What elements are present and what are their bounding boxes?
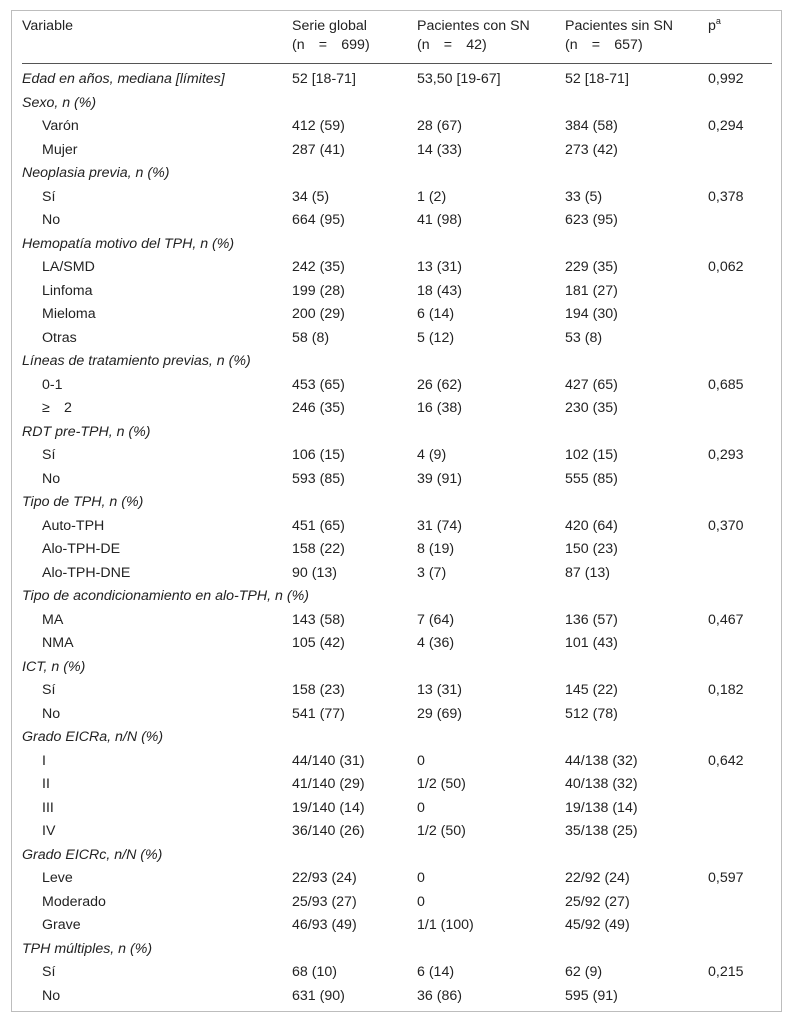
section-row: [22, 92, 772, 116]
cell-p-value: 0,182: [708, 682, 744, 698]
table-row: [22, 703, 772, 727]
cell-con-sn: 6 (14): [417, 964, 455, 980]
cell-p-value: [708, 797, 772, 821]
cell-serie-global: 664 (95): [292, 212, 345, 228]
table-row: [22, 609, 772, 633]
header-row: [22, 11, 772, 64]
table-row: [22, 468, 772, 492]
cell-variable: MA: [42, 611, 64, 628]
table-row: [22, 679, 772, 703]
cell-con-sn: [417, 491, 565, 515]
cell-serie-global: 58 (8): [292, 329, 330, 346]
data-table: [22, 11, 772, 1012]
cell-sin-sn: 145 (22): [565, 682, 618, 698]
cell-p-value: [708, 139, 772, 163]
cell-variable: Sexo, n (%): [22, 94, 97, 111]
header-sin-sn: [565, 11, 708, 64]
cell-con-sn: 0: [417, 799, 425, 816]
cell-p-value: 0,467: [708, 611, 744, 628]
section-row: [22, 726, 772, 750]
cell-variable: Otras: [42, 329, 77, 346]
cell-variable: Moderado: [42, 893, 106, 910]
cell-sin-sn: 19/138 (14): [565, 799, 638, 816]
cell-serie-global: 19/140 (14): [292, 799, 365, 816]
cell-serie-global: 593 (85): [292, 470, 345, 487]
section-row: [22, 844, 772, 868]
table-body: [22, 64, 772, 1013]
table-row: [22, 562, 772, 586]
cell-serie-global: [292, 656, 417, 680]
cell-serie-global: [292, 421, 417, 445]
cell-sin-sn: 102 (15): [565, 447, 618, 463]
cell-serie-global: 36/140 (26): [292, 823, 365, 839]
cell-p-value: [708, 703, 772, 727]
cell-sin-sn: [565, 233, 708, 257]
cell-variable: Sí: [42, 188, 56, 205]
cell-serie-global: 242 (35): [292, 259, 345, 275]
cell-variable: TPH múltiples, n (%): [22, 940, 153, 957]
cell-variable: Tipo de TPH, n (%): [22, 494, 144, 510]
cell-serie-global: 105 (42): [292, 635, 345, 651]
cell-serie-global: [292, 938, 417, 962]
cell-con-sn: 26 (62): [417, 376, 462, 393]
table-frame: [11, 10, 782, 1012]
cell-con-sn: [417, 421, 565, 445]
cell-serie-global: 34 (5): [292, 188, 330, 205]
header-variable-label: Variable: [22, 18, 73, 34]
cell-con-sn: 4 (36): [417, 635, 455, 651]
cell-p-value: 0,215: [708, 964, 744, 980]
cell-sin-sn: 136 (57): [565, 611, 618, 628]
cell-variable: Tipo de acondicionamiento en alo-TPH, n (%): [22, 588, 309, 604]
section-row: [22, 585, 772, 609]
cell-con-sn: 4 (9): [417, 447, 447, 463]
cell-con-sn: 1/2 (50): [417, 823, 466, 839]
cell-p-value: [708, 562, 772, 586]
cell-sin-sn: 52 [18-71]: [565, 71, 629, 87]
cell-variable: Edad en años, mediana [límites]: [22, 71, 225, 87]
table-row: [22, 914, 772, 938]
cell-serie-global: 90 (13): [292, 564, 337, 581]
cell-serie-global: 199 (28): [292, 282, 345, 299]
cell-sin-sn: 22/92 (24): [565, 870, 630, 886]
cell-con-sn: [417, 233, 565, 257]
cell-serie-global: 41/140 (29): [292, 776, 365, 792]
cell-serie-global: [292, 162, 417, 186]
table-row: [22, 327, 772, 351]
cell-con-sn: 16 (38): [417, 400, 462, 416]
cell-sin-sn: 181 (27): [565, 282, 618, 299]
cell-sin-sn: 40/138 (32): [565, 776, 638, 792]
data-table-wrapper: [22, 11, 772, 1012]
cell-sin-sn: [565, 350, 708, 374]
cell-p-value: [708, 92, 772, 116]
cell-con-sn: [417, 350, 565, 374]
cell-variable: NMA: [42, 635, 74, 651]
cell-p-value: [708, 233, 772, 257]
cell-sin-sn: 45/92 (49): [565, 917, 630, 933]
table-row: [22, 209, 772, 233]
cell-serie-global: 451 (65): [292, 517, 345, 534]
cell-con-sn: 1/2 (50): [417, 776, 466, 792]
cell-p-value: 0,370: [708, 517, 744, 534]
cell-variable: No: [42, 705, 61, 722]
cell-variable: ≥ 2: [42, 400, 72, 416]
cell-con-sn: 0: [417, 893, 425, 910]
cell-serie-global: 631 (90): [292, 987, 345, 1004]
cell-sin-sn: [565, 491, 708, 515]
cell-con-sn: [417, 656, 565, 680]
cell-variable: No: [42, 212, 61, 228]
cell-con-sn: 8 (19): [417, 541, 455, 557]
cell-serie-global: 200 (29): [292, 306, 345, 322]
cell-con-sn: [417, 938, 565, 962]
cell-p-value: [708, 397, 772, 421]
cell-sin-sn: 229 (35): [565, 259, 618, 275]
cell-p-value: 0,378: [708, 188, 744, 205]
cell-variable: Mujer: [42, 141, 78, 158]
table-row: [22, 632, 772, 656]
cell-con-sn: 5 (12): [417, 329, 455, 346]
cell-sin-sn: 384 (58): [565, 118, 618, 134]
cell-p-value: [708, 938, 772, 962]
cell-serie-global: 287 (41): [292, 141, 345, 158]
cell-sin-sn: 101 (43): [565, 635, 618, 651]
cell-variable: III: [42, 799, 54, 816]
table-row: [22, 867, 772, 891]
header-serie-global-label: Serie global: [292, 18, 367, 34]
cell-sin-sn: 53 (8): [565, 329, 603, 346]
table-row: [22, 374, 772, 398]
cell-variable: Neoplasia previa, n (%): [22, 165, 170, 181]
header-p-footnote-mark: a: [715, 16, 721, 26]
cell-serie-global: [292, 844, 417, 868]
cell-p-value: [708, 538, 772, 562]
header-sin-sn-n: (n = 657): [565, 37, 643, 53]
cell-p-value: [708, 891, 772, 915]
cell-variable: RDT pre-TPH, n (%): [22, 423, 151, 440]
cell-serie-global: 158 (23): [292, 682, 345, 698]
cell-serie-global: [292, 726, 417, 750]
cell-variable: ICT, n (%): [22, 658, 86, 675]
header-variable: [22, 11, 292, 64]
header-con-sn: [417, 11, 565, 64]
cell-sin-sn: [565, 421, 708, 445]
cell-serie-global: 246 (35): [292, 400, 345, 416]
cell-sin-sn: 623 (95): [565, 212, 618, 228]
cell-p-value: [708, 350, 772, 374]
cell-variable: I: [42, 752, 46, 769]
cell-sin-sn: [565, 585, 708, 609]
section-row: [22, 491, 772, 515]
cell-con-sn: 39 (91): [417, 470, 462, 487]
cell-con-sn: 29 (69): [417, 705, 462, 722]
cell-p-value: [708, 985, 772, 1013]
cell-sin-sn: [565, 92, 708, 116]
header-con-sn-label: Pacientes con SN: [417, 18, 530, 34]
cell-sin-sn: 150 (23): [565, 541, 618, 557]
cell-p-value: 0,062: [708, 259, 744, 275]
cell-sin-sn: 44/138 (32): [565, 752, 638, 769]
cell-sin-sn: 194 (30): [565, 306, 618, 322]
cell-p-value: 0,642: [708, 752, 744, 769]
table-row: [22, 820, 772, 844]
cell-serie-global: 412 (59): [292, 118, 345, 134]
cell-p-value: [708, 820, 772, 844]
cell-p-value: 0,685: [708, 376, 744, 393]
cell-p-value: [708, 327, 772, 351]
table-header: [22, 11, 772, 64]
cell-serie-global: 158 (22): [292, 541, 345, 557]
header-sin-sn-label: Pacientes sin SN: [565, 18, 674, 34]
cell-con-sn: 13 (31): [417, 259, 462, 275]
cell-variable: Alo-TPH-DNE: [42, 564, 131, 581]
cell-con-sn: 31 (74): [417, 517, 462, 534]
cell-con-sn: 1/1 (100): [417, 917, 474, 933]
cell-p-value: [708, 656, 772, 680]
section-row: [22, 656, 772, 680]
cell-con-sn: 7 (64): [417, 611, 455, 628]
table-row: [22, 186, 772, 210]
cell-con-sn: 13 (31): [417, 682, 462, 698]
cell-sin-sn: 512 (78): [565, 705, 618, 722]
cell-sin-sn: [565, 162, 708, 186]
cell-sin-sn: 420 (64): [565, 517, 618, 534]
cell-serie-global: 52 [18-71]: [292, 71, 356, 87]
cell-con-sn: [417, 162, 565, 186]
cell-con-sn: 1 (2): [417, 188, 447, 205]
cell-p-value: 0,293: [708, 447, 744, 463]
cell-sin-sn: 25/92 (27): [565, 893, 630, 910]
cell-con-sn: 53,50 [19-67]: [417, 71, 501, 87]
cell-serie-global: [292, 491, 417, 515]
cell-p-value: [708, 844, 772, 868]
cell-sin-sn: 230 (35): [565, 400, 618, 416]
cell-p-value: [708, 303, 772, 327]
cell-con-sn: 6 (14): [417, 306, 455, 322]
cell-con-sn: 41 (98): [417, 212, 462, 228]
section-row: [22, 350, 772, 374]
cell-sin-sn: [565, 726, 708, 750]
cell-variable: Grado EICRa, n/N (%): [22, 729, 164, 745]
cell-serie-global: [292, 350, 417, 374]
cell-sin-sn: 62 (9): [565, 964, 603, 980]
cell-con-sn: 0: [417, 870, 425, 886]
cell-con-sn: 18 (43): [417, 282, 462, 299]
header-p-label: p: [708, 18, 716, 34]
cell-variable: II: [42, 776, 50, 792]
cell-serie-global: 25/93 (27): [292, 893, 357, 910]
cell-p-value: 0,992: [708, 71, 744, 87]
table-row: [22, 773, 772, 797]
section-row: [22, 421, 772, 445]
cell-con-sn: 36 (86): [417, 987, 462, 1004]
cell-p-value: [708, 773, 772, 797]
cell-serie-global: [292, 585, 417, 609]
cell-p-value: [708, 162, 772, 186]
cell-p-value: [708, 491, 772, 515]
header-serie-global-n: (n = 699): [292, 37, 370, 53]
cell-p-value: [708, 468, 772, 492]
cell-p-value: 0,294: [708, 118, 744, 134]
cell-p-value: 0,597: [708, 870, 744, 886]
cell-serie-global: 541 (77): [292, 705, 345, 722]
section-row: [22, 162, 772, 186]
cell-serie-global: 68 (10): [292, 964, 337, 980]
cell-serie-global: 44/140 (31): [292, 752, 365, 769]
cell-serie-global: [292, 92, 417, 116]
cell-sin-sn: 35/138 (25): [565, 823, 638, 839]
header-serie-global: [292, 11, 417, 64]
table-row: [22, 961, 772, 985]
cell-serie-global: [292, 233, 417, 257]
cell-serie-global: 453 (65): [292, 376, 345, 393]
cell-variable: No: [42, 987, 61, 1004]
cell-sin-sn: 427 (65): [565, 376, 618, 393]
cell-variable: LA/SMD: [42, 259, 95, 275]
cell-con-sn: [417, 726, 565, 750]
table-row: [22, 985, 772, 1013]
cell-p-value: [708, 280, 772, 304]
table-row: [22, 444, 772, 468]
header-con-sn-n: (n = 42): [417, 37, 487, 53]
cell-con-sn: 3 (7): [417, 564, 447, 581]
cell-p-value: [708, 585, 772, 609]
cell-variable: Auto-TPH: [42, 517, 105, 534]
table-row: [22, 891, 772, 915]
cell-variable: IV: [42, 823, 56, 839]
cell-variable: Hemopatía motivo del TPH, n (%): [22, 235, 235, 252]
table-row: [22, 115, 772, 139]
cell-con-sn: 14 (33): [417, 141, 462, 158]
cell-sin-sn: [565, 938, 708, 962]
cell-variable: Grave: [42, 917, 81, 933]
cell-variable: Leve: [42, 870, 73, 886]
cell-variable: Líneas de tratamiento previas, n (%): [22, 353, 251, 369]
cell-variable: Grado EICRc, n/N (%): [22, 846, 163, 863]
cell-variable: 0-1: [42, 376, 63, 393]
cell-variable: Mieloma: [42, 306, 96, 322]
cell-variable: Linfoma: [42, 282, 93, 299]
table-row: [22, 280, 772, 304]
header-p: [708, 11, 772, 64]
cell-p-value: [708, 421, 772, 445]
cell-p-value: [708, 632, 772, 656]
table-row: [22, 515, 772, 539]
cell-variable: Alo-TPH-DE: [42, 541, 121, 557]
table-row: [22, 750, 772, 774]
cell-variable: No: [42, 470, 61, 487]
section-row: [22, 233, 772, 257]
table-row: [22, 797, 772, 821]
cell-variable: Varón: [42, 118, 79, 134]
cell-sin-sn: [565, 844, 708, 868]
cell-con-sn: [417, 585, 565, 609]
cell-sin-sn: 33 (5): [565, 188, 603, 205]
cell-serie-global: 106 (15): [292, 447, 345, 463]
table-row: [22, 256, 772, 280]
cell-con-sn: 28 (67): [417, 118, 462, 134]
cell-con-sn: [417, 844, 565, 868]
cell-con-sn: 0: [417, 752, 425, 769]
cell-variable: Sí: [42, 964, 56, 980]
cell-variable: Sí: [42, 447, 56, 463]
cell-sin-sn: 273 (42): [565, 141, 618, 158]
table-row: [22, 139, 772, 163]
section-row: [22, 64, 772, 92]
cell-sin-sn: [565, 656, 708, 680]
cell-serie-global: 46/93 (49): [292, 917, 357, 933]
cell-p-value: [708, 726, 772, 750]
table-row: [22, 538, 772, 562]
cell-p-value: [708, 209, 772, 233]
cell-serie-global: 143 (58): [292, 611, 345, 628]
cell-sin-sn: 595 (91): [565, 987, 618, 1004]
cell-variable: Sí: [42, 682, 56, 698]
table-row: [22, 303, 772, 327]
cell-con-sn: [417, 92, 565, 116]
cell-p-value: [708, 914, 772, 938]
section-row: [22, 938, 772, 962]
table-row: [22, 397, 772, 421]
cell-sin-sn: 555 (85): [565, 470, 618, 487]
cell-serie-global: 22/93 (24): [292, 870, 357, 886]
cell-sin-sn: 87 (13): [565, 564, 610, 581]
